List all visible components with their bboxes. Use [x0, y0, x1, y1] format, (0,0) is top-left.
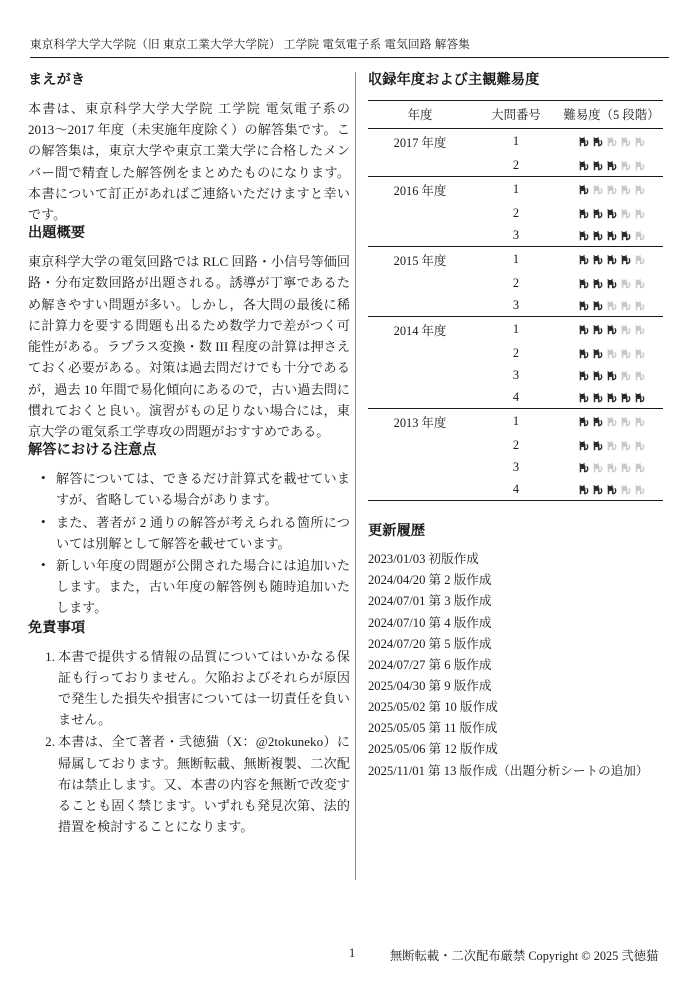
cat-empty-icon	[633, 370, 646, 382]
cat-filled-icon	[577, 160, 590, 172]
document-body	[0, 72, 699, 882]
difficulty-rating	[577, 300, 646, 312]
cat-empty-icon	[619, 278, 632, 290]
update-history-entry: 2024/07/20 第 5 版作成	[368, 636, 492, 651]
list-item: 本書で提供する情報の品質についてはいかなる保証も行っておりません。欠陥およびそれらが原因で発生した損失や損害については一切責任を負いません。	[58, 648, 350, 728]
cat-filled-icon	[577, 324, 590, 336]
cat-filled-icon	[591, 440, 604, 452]
cat-filled-icon	[633, 392, 646, 404]
table-body	[368, 129, 663, 501]
cat-filled-icon	[577, 462, 590, 474]
cell-difficulty	[560, 294, 663, 317]
cell-year: 2015 年度	[368, 247, 472, 273]
cat-filled-icon	[591, 160, 604, 172]
cat-filled-icon	[577, 440, 590, 452]
cat-empty-icon	[591, 462, 604, 474]
cell-problem-number: 4	[512, 389, 520, 404]
difficulty-rating	[577, 370, 646, 382]
table-row	[368, 478, 663, 501]
table-row	[368, 294, 663, 317]
cell-year	[368, 364, 472, 386]
cat-filled-icon	[605, 160, 618, 172]
cat-empty-icon	[591, 184, 604, 196]
column-header-year: 年度	[368, 101, 472, 129]
cell-difficulty	[560, 364, 663, 386]
cat-empty-icon	[619, 208, 632, 220]
cat-empty-icon	[633, 440, 646, 452]
list-item: • また、著者が 2 通りの解答が考えられる箇所については別解として解答を載せています。	[54, 512, 350, 554]
cell-difficulty	[560, 154, 663, 177]
cat-filled-icon	[591, 230, 604, 242]
cat-filled-icon	[591, 208, 604, 220]
cat-filled-icon	[577, 230, 590, 242]
cat-filled-icon	[577, 392, 590, 404]
table-row	[368, 434, 663, 456]
difficulty-rating	[577, 254, 646, 266]
table-row	[368, 272, 663, 294]
cat-filled-icon	[591, 278, 604, 290]
cell-year: 2017 年度	[393, 135, 447, 150]
cat-empty-icon	[619, 184, 632, 196]
column-header-number: 大問番号	[472, 101, 560, 129]
cell-difficulty	[560, 342, 663, 364]
cell-problem-number: 2	[512, 205, 520, 220]
cat-filled-icon	[577, 300, 590, 312]
cell-difficulty	[560, 456, 663, 478]
column-divider	[355, 72, 356, 880]
cat-filled-icon	[577, 370, 590, 382]
table-header-row	[368, 101, 663, 129]
cat-empty-icon	[633, 416, 646, 428]
difficulty-rating	[577, 230, 646, 242]
list-item: • 新しい年度の問題が公開された場合には追加いたします。また，古い年度の解答例も随時追加いたします。	[54, 555, 350, 619]
update-history-entry: 2025/04/30 第 9 版作成	[368, 679, 492, 693]
cat-empty-icon	[633, 484, 646, 496]
cell-year	[368, 342, 472, 364]
cell-year: 2014 年度	[368, 317, 472, 343]
preface-paragraph: 本書は、東京科学大学大学院 工学院 電気電子系の 2013〜2017 年度（未実施年度除く）の解答集です。この解答集は，東京大学や東京工業大学に合格したメンバー間で精査した解答例をまとめたものになります。本書について訂正があればご連絡いただけますと幸いです。	[28, 101, 350, 223]
left-column	[28, 72, 350, 838]
difficulty-rating	[577, 348, 646, 360]
update-history-entry: 2024/07/10 第 4 版作成	[368, 615, 492, 630]
cat-empty-icon	[619, 370, 632, 382]
cat-empty-icon	[619, 348, 632, 360]
cat-empty-icon	[605, 184, 618, 196]
difficulty-rating	[577, 160, 646, 172]
difficulty-rating	[577, 416, 646, 428]
cat-empty-icon	[605, 440, 618, 452]
cat-filled-icon	[605, 230, 618, 242]
table-row	[368, 386, 663, 409]
cat-empty-icon	[619, 484, 632, 496]
difficulty-rating	[577, 324, 646, 336]
section-heading-update-history: 更新履歴	[368, 523, 426, 540]
table-row	[368, 129, 663, 155]
update-history-entry: 2024/04/20 第 2 版作成	[368, 573, 492, 588]
cat-empty-icon	[605, 348, 618, 360]
update-history-entry: 2025/11/01 第 13 版作成（出題分析シートの追加）	[368, 763, 649, 778]
cat-empty-icon	[619, 300, 632, 312]
cat-empty-icon	[605, 416, 618, 428]
disclaimer-list	[28, 646, 350, 838]
running-title: 東京科学大学大学院（旧 東京工業大学大学院） 工学院 電気電子系 電気回路 解答集	[30, 38, 471, 51]
cell-problem-number: 1	[472, 409, 560, 435]
overview-paragraph: 東京科学大学の電気回路では RLC 回路・小信号等価回路・分布定数回路が出題される。誘導が丁寧であるため解きやすい問題が多い。しかし，各大問の最後に稀に計算力を要する問題も出るため数学力で差がつく可能性がある。ラプラス変換・数 III 程度の計算は押さえておく必要がある。対策は過去問だけでも十分であるが，過去 10 年間で易化傾向にあるので，古い過去問に慣れておくと良い。演習がもの足りない場合には，東京大学の電気系工学専攻の問題がおすすめである。	[28, 254, 350, 439]
cell-problem-number: 4	[472, 478, 560, 501]
cell-problem-number: 2	[512, 157, 520, 172]
update-history-entry: 2024/07/27 第 6 版作成	[368, 657, 492, 672]
cat-filled-icon	[591, 484, 604, 496]
header-rule	[30, 57, 669, 58]
cell-year: 2013 年度	[368, 409, 472, 435]
cell-year	[368, 456, 472, 478]
cat-filled-icon	[591, 392, 604, 404]
cell-problem-number: 1	[472, 177, 560, 203]
notes-list	[28, 468, 350, 618]
cat-empty-icon	[633, 184, 646, 196]
cat-filled-icon	[605, 370, 618, 382]
difficulty-rating	[577, 484, 646, 496]
cat-filled-icon	[577, 208, 590, 220]
cat-filled-icon	[577, 184, 590, 196]
cat-empty-icon	[605, 136, 618, 148]
cat-filled-icon	[605, 254, 618, 266]
cat-filled-icon	[605, 392, 618, 404]
difficulty-rating	[577, 278, 646, 290]
section-heading-preface: まえがき	[28, 72, 86, 88]
cell-year	[368, 272, 472, 294]
cat-filled-icon	[591, 136, 604, 148]
cat-filled-icon	[605, 484, 618, 496]
update-history-entry: 2023/01/03 初版作成	[368, 552, 479, 567]
cat-empty-icon	[633, 136, 646, 148]
table-row	[368, 177, 663, 203]
cell-difficulty	[560, 317, 663, 343]
difficulty-table	[368, 100, 663, 501]
table-row	[368, 317, 663, 343]
cat-filled-icon	[619, 392, 632, 404]
difficulty-rating	[577, 184, 646, 196]
column-header-difficulty: 難易度（5 段階）	[560, 101, 663, 129]
cat-filled-icon	[577, 254, 590, 266]
cell-problem-number: 3	[512, 459, 520, 474]
cat-filled-icon	[605, 324, 618, 336]
table-row	[368, 224, 663, 247]
table-row	[368, 342, 663, 364]
cell-problem-number: 2	[512, 437, 520, 452]
cat-empty-icon	[619, 462, 632, 474]
cell-problem-number: 3	[512, 367, 520, 382]
cell-year: 2016 年度	[368, 177, 472, 203]
copyright-notice: 無断転載・二次配布厳禁 Copyright © 2025 弐徳猫	[390, 949, 659, 963]
cat-empty-icon	[633, 324, 646, 336]
cat-filled-icon	[591, 254, 604, 266]
table-row	[368, 364, 663, 386]
cell-difficulty	[560, 434, 663, 456]
cell-problem-number: 2	[512, 345, 520, 360]
cat-empty-icon	[633, 254, 646, 266]
cat-empty-icon	[619, 136, 632, 148]
cell-problem-number: 1	[472, 247, 560, 273]
cat-empty-icon	[633, 160, 646, 172]
list-item: • 解答については、できるだけ計算式を載せていますが、省略している場合があります。	[54, 468, 350, 510]
cell-problem-number: 1	[512, 134, 520, 149]
cell-year	[368, 294, 472, 317]
difficulty-rating	[577, 208, 646, 220]
cell-year	[368, 154, 472, 177]
cat-empty-icon	[619, 160, 632, 172]
table-row	[368, 456, 663, 478]
update-history-entry: 2025/05/05 第 11 版作成	[368, 721, 498, 736]
cat-empty-icon	[633, 278, 646, 290]
cat-filled-icon	[605, 208, 618, 220]
update-history-entry: 2024/07/01 第 3 版作成	[368, 594, 492, 609]
cat-filled-icon	[605, 278, 618, 290]
cat-empty-icon	[633, 208, 646, 220]
cell-difficulty	[560, 202, 663, 224]
cat-empty-icon	[633, 230, 646, 242]
cat-filled-icon	[577, 484, 590, 496]
difficulty-rating	[577, 392, 646, 404]
cat-empty-icon	[619, 416, 632, 428]
cat-filled-icon	[619, 230, 632, 242]
update-history-list	[368, 549, 673, 782]
cat-filled-icon	[577, 348, 590, 360]
update-history-section	[368, 523, 673, 782]
difficulty-rating	[577, 440, 646, 452]
cell-difficulty	[560, 177, 663, 203]
cell-year	[368, 434, 472, 456]
cell-difficulty	[560, 247, 663, 273]
table-row	[368, 202, 663, 224]
cat-empty-icon	[619, 324, 632, 336]
table-head	[368, 101, 663, 129]
cell-year	[368, 224, 472, 247]
section-heading-disclaimer: 免責事項	[28, 619, 86, 636]
cell-difficulty	[560, 224, 663, 247]
cat-empty-icon	[619, 440, 632, 452]
cat-filled-icon	[591, 300, 604, 312]
list-item: 本書は、全て著者・弐徳猫（X：@2tokuneko）に帰属しております。無断転載、無断複製、二次配布は禁止します。又、本書の内容を無断で改変することも固く禁じます。いずれも発見次第、法的措置を検討することになります。	[58, 734, 350, 835]
page-number: 1	[349, 946, 356, 960]
cell-difficulty	[560, 272, 663, 294]
cat-filled-icon	[577, 416, 590, 428]
cat-filled-icon	[591, 416, 604, 428]
cat-filled-icon	[591, 348, 604, 360]
cell-year	[368, 202, 472, 224]
cell-difficulty	[560, 129, 663, 155]
update-history-entry: 2025/05/02 第 10 版作成	[368, 700, 498, 715]
cell-year	[368, 478, 472, 501]
cell-difficulty	[560, 409, 663, 435]
cat-empty-icon	[605, 300, 618, 312]
table-row	[368, 154, 663, 177]
cat-filled-icon	[577, 136, 590, 148]
cat-empty-icon	[633, 348, 646, 360]
cell-problem-number: 2	[512, 275, 520, 290]
cell-problem-number: 1	[472, 317, 560, 343]
cell-difficulty	[560, 478, 663, 501]
cat-empty-icon	[605, 462, 618, 474]
table-row	[368, 409, 663, 435]
cell-difficulty	[560, 386, 663, 409]
right-column	[368, 72, 673, 782]
cell-problem-number: 3	[512, 227, 520, 242]
cat-empty-icon	[633, 462, 646, 474]
cat-filled-icon	[591, 324, 604, 336]
section-heading-notes: 解答における注意点	[28, 442, 157, 459]
difficulty-rating	[577, 136, 646, 148]
cat-filled-icon	[619, 254, 632, 266]
update-history-entry: 2025/05/06 第 12 版作成	[368, 742, 498, 757]
section-heading-difficulty: 収録年度および主観難易度	[368, 72, 540, 88]
difficulty-rating	[577, 462, 646, 474]
cat-empty-icon	[633, 300, 646, 312]
cat-filled-icon	[577, 278, 590, 290]
table-row	[368, 247, 663, 273]
page-header	[30, 36, 669, 58]
cat-filled-icon	[591, 370, 604, 382]
cell-year	[368, 386, 472, 409]
cell-problem-number: 3	[512, 297, 520, 312]
section-heading-overview: 出題概要	[28, 225, 86, 242]
